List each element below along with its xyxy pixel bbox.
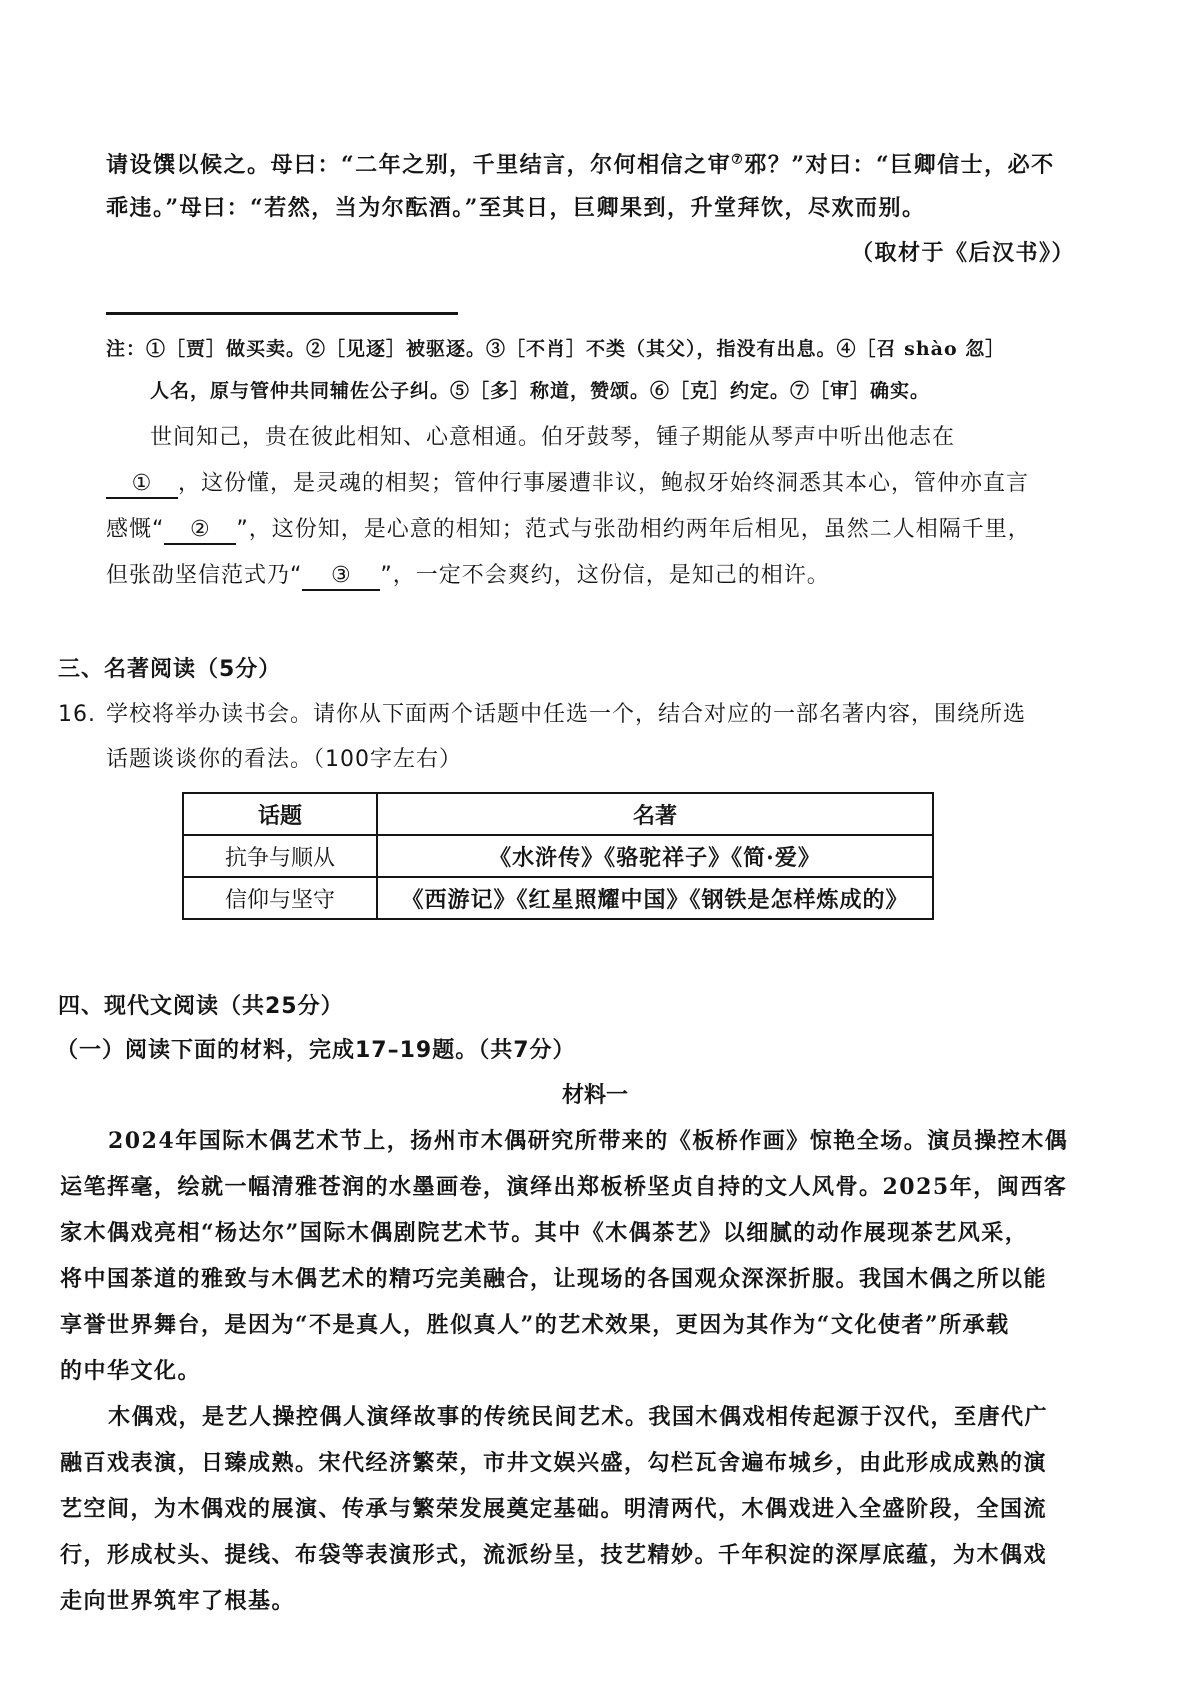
fill-blank-line-2 (106, 469, 1029, 499)
fill-blank-line-4-text: ”，一定不会爽约，这份信，是知己的相许。 (380, 563, 830, 588)
para2-line: 艺空间，为木偶戏的展演、传承与繁荣发展奠定基础。明清两代，木偶戏进入全盛阶段，全国流 (60, 1496, 1048, 1522)
table-header-books: 名著 (377, 793, 933, 835)
classical-text-line-1 (106, 150, 1055, 180)
notes-line-1: 注：①［贾］做买卖。②［见逐］被驱逐。③［不肖］不类（其父），指没有出息。④［召 shào 忽］ (106, 338, 1006, 360)
table-row (183, 877, 933, 919)
notes-line-2: 人名，原与管仲共同辅佐公子纠。⑤［多］称道，赞颂。⑥［克］约定。⑦［审］确实。 (150, 380, 931, 402)
para1-line: 的中华文化。 (60, 1358, 202, 1384)
para1-line: 2024年国际木偶艺术节上，扬州市木偶研究所带来的《板桥作画》惊艳全场。演员操控木偶 (108, 1128, 1069, 1154)
answer-blank-2[interactable]: ② (164, 517, 236, 545)
footnote-divider (106, 312, 458, 315)
table-cell-books: 《西游记》《红星照耀中国》《钢铁是怎样炼成的》 (377, 877, 933, 919)
para2-line: 行，形成杖头、提线、布袋等表演形式，流派纷呈，技艺精妙。千年积淀的深厚底蕴，为木偶戏 (60, 1542, 1048, 1568)
para2-line: 走向世界筑牢了根基。 (60, 1588, 296, 1614)
question-16-number: 16. (58, 702, 96, 727)
para2-line: 木偶戏，是艺人操控偶人演绎故事的传统民间艺术。我国木偶戏相传起源于汉代，至唐代广 (108, 1404, 1049, 1430)
para1-line: 享誉世界舞台，是因为“不是真人，胜似真人”的艺术效果，更因为其作为“文化使者”所承载 (60, 1312, 1010, 1338)
table-cell-topic: 信仰与坚守 (183, 877, 377, 919)
section-3-heading: 三、名著阅读（5分） (58, 657, 282, 682)
fill-blank-line-2-text: ，这份懂，是灵魂的相契；管仲行事屡遭非议，鲍叔牙始终洞悉其本心，管仲亦直言 (178, 471, 1030, 496)
note-mark-7: ⑦ (731, 152, 745, 168)
answer-blank-3[interactable]: ③ (302, 563, 380, 591)
table-header-topic: 话题 (183, 793, 377, 835)
para1-line: 家木偶戏亮相“杨达尔”国际木偶剧院艺术节。其中《木偶茶艺》以细腻的动作展现茶艺风采， (60, 1220, 1029, 1246)
fill-blank-line-3 (106, 515, 1031, 545)
topic-books-table (182, 792, 934, 920)
fill-blank-line-4-start: 但张劭坚信范式乃“ (106, 563, 303, 588)
fill-blank-line-3-start: 感慨“ (106, 517, 165, 542)
table-cell-books: 《水浒传》《骆驼祥子》《简·爱》 (377, 835, 933, 877)
fill-blank-line-3-text: ”，这份知，是心意的相知；范式与张劭相约两年后相见，虽然二人相隔千里， (236, 517, 1031, 542)
section-4-heading: 四、现代文阅读（共25分） (58, 994, 344, 1019)
fill-blank-line-1: 世间知己，贵在彼此相知、心意相通。伯牙鼓琴，锺子期能从琴声中听出他志在 (150, 425, 956, 450)
material-title: 材料一 (561, 1083, 628, 1108)
section-4-sub-heading: （一）阅读下面的材料，完成17–19题。（共7分） (56, 1038, 576, 1063)
answer-blank-1[interactable]: ① (106, 471, 178, 499)
classical-text-line-1-main: 请设馔以候之。母曰：“二年之别，千里结言，尔何相信之审 (106, 152, 732, 178)
para1-line: 将中国茶道的雅致与木偶艺术的精巧完美融合，让现场的各国观众深深折服。我国木偶之所以能 (60, 1266, 1048, 1292)
table-row (183, 835, 933, 877)
para2-line: 融百戏表演，日臻成熟。宋代经济繁荣，市井文娱兴盛，勾栏瓦舍遍布城乡，由此形成成熟的演 (60, 1450, 1048, 1476)
table-cell-topic: 抗争与顺从 (183, 835, 377, 877)
para1-line: 运笔挥毫，绘就一幅清雅苍润的水墨画卷，演绎出郑板桥坚贞自持的文人风骨。2025年，闽西客 (60, 1174, 1068, 1200)
table-header-row (183, 793, 933, 835)
fill-blank-line-4 (106, 561, 830, 591)
question-16-line-1: 学校将举办读书会。请你从下面两个话题中任选一个，结合对应的一部名著内容，围绕所选 (106, 702, 1027, 727)
question-16-line-2: 话题谈谈你的看法。（100字左右） (106, 747, 462, 772)
classical-text-line-2: 乖违。”母曰：“若然，当为尔酝酒。”至其日，巨卿果到，升堂拜饮，尽欢而别。 (106, 195, 926, 221)
source-citation: （取材于《后汉书》） (851, 240, 1076, 266)
classical-text-line-1-end: 邪？”对曰：“巨卿信士，必不 (744, 152, 1055, 178)
